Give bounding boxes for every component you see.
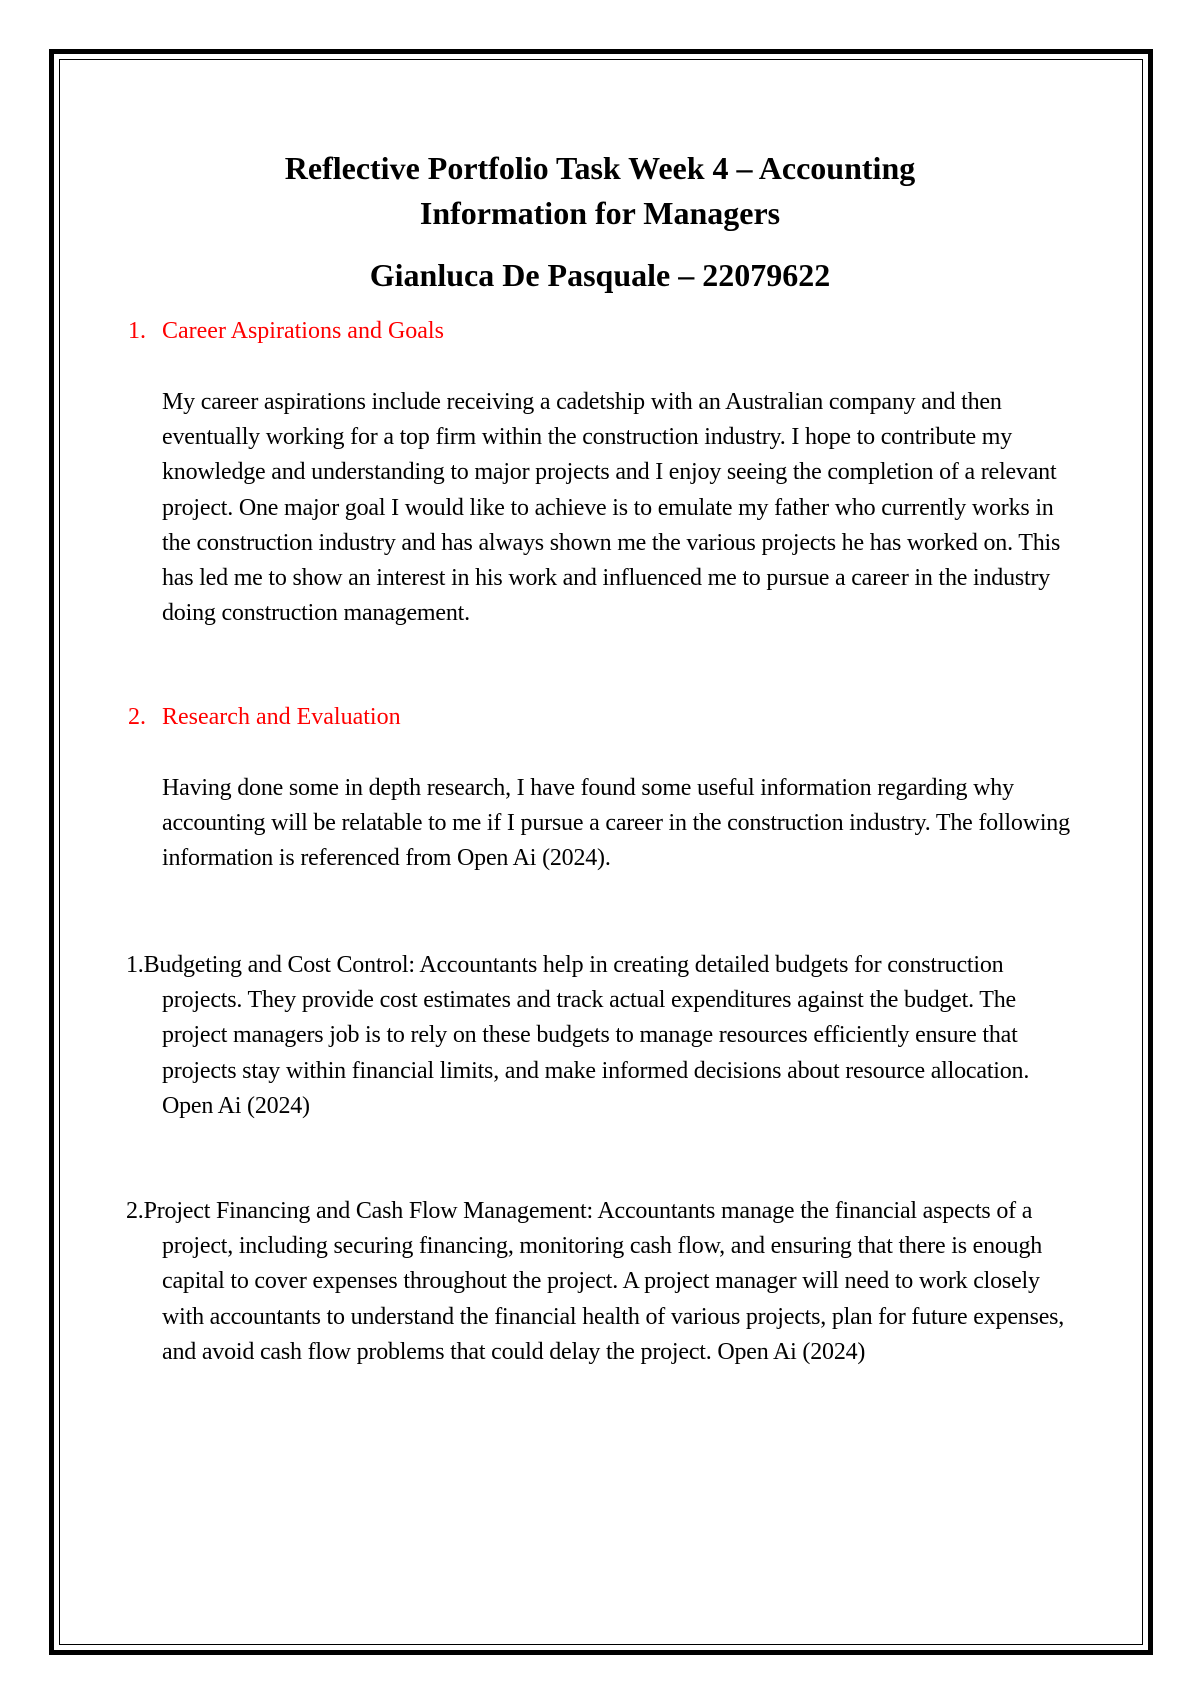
section-number: 2. bbox=[128, 704, 146, 730]
section-body-career: My career aspirations include receiving a cadetship with an Australian company and then eventually working for a top firm within the construction industry. I hope to contribute my knowledge and understanding to major projects and I enjoy seeing the completion of a relevant project. One major goal I would like to achieve is to emulate my father who currently works in the construction industry and has always shown me the various projects he has worked on. This has led me to show an interest in his work and influenced me to pursue a career in the industry doing construction management. bbox=[162, 389, 1061, 627]
section-heading-text: Career Aspirations and Goals bbox=[162, 318, 444, 344]
author-line: Gianluca De Pasquale – 22079622 bbox=[369, 257, 831, 293]
section-number: 1. bbox=[128, 318, 146, 344]
section-heading-career bbox=[128, 314, 444, 348]
section-heading-text: Research and Evaluation bbox=[162, 704, 401, 730]
document-title-line-1: Reflective Portfolio Task Week 4 – Accounting bbox=[284, 150, 916, 186]
point-financing: 2.Project Financing and Cash Flow Management: Accountants manage the financial aspects of a project, including securing financing, monitoring cash flow, and ensuring that there is enough capital to cover expenses throughout the project. A project manager will need to work closely with accountants to understand the financial health of various projects, plan for future expenses, and avoid cash flow problems that could delay the project. Open Ai (2024) bbox=[126, 1198, 1065, 1365]
document-title-line-2: Information for Managers bbox=[419, 195, 781, 231]
section-heading-research bbox=[128, 700, 401, 734]
point-budgeting: 1.Budgeting and Cost Control: Accountants help in creating detailed budgets for construction projects. They provide cost estimates and track actual expenditures against the budget. The project managers job is to rely on these budgets to manage resources efficiently ensure that projects stay within financial limits, and make informed decisions about resource allocation. Open Ai (2024) bbox=[126, 952, 1030, 1119]
section-body-research: Having done some in depth research, I have found some useful information regarding why accounting will be relatable to me if I pursue a career in the construction industry. The following information is referenced from Open Ai (2024). bbox=[162, 775, 1070, 872]
